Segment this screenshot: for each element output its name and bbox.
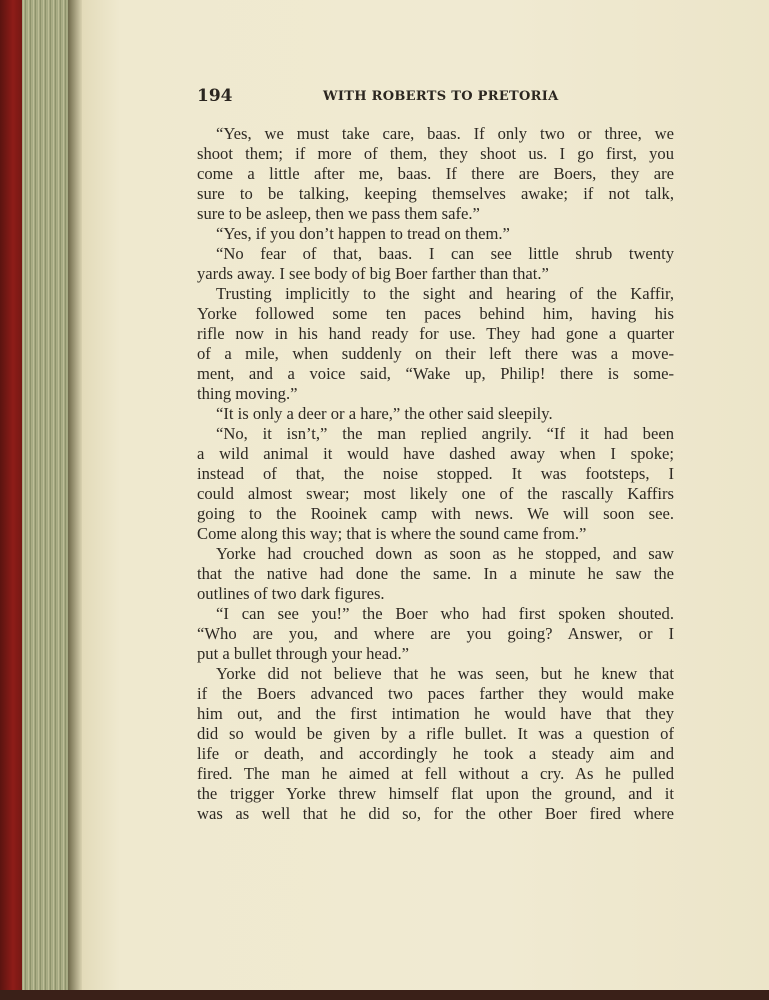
text-line: Come along this way; that is where the sound came from.”: [197, 524, 587, 543]
text-line: put a bullet through your head.”: [197, 644, 409, 663]
text-line: shoot them; if more of them, they shoot us. I go first, you: [197, 144, 674, 163]
text-line: instead of that, the noise stopped. It was footsteps, I: [197, 464, 674, 483]
text-line: come a little after me, baas. If there are Boers, they are: [197, 164, 674, 183]
page-body-text: [197, 124, 674, 824]
text-line: “No, it isn’t,” the man replied angrily. “If it had been: [216, 424, 674, 443]
text-line: outlines of two dark figures.: [197, 584, 385, 603]
text-line: a wild animal it would have dashed away when I spoke;: [197, 444, 674, 463]
text-line: “Yes, if you don’t happen to tread on them.”: [216, 224, 510, 243]
text-line: was as well that he did so, for the other Boer fired where: [197, 804, 674, 823]
text-line: ment, and a voice said, “Wake up, Philip! there is some-: [197, 364, 674, 383]
text-line: “I can see you!” the Boer who had first spoken shouted.: [216, 604, 674, 623]
text-line: sure to be asleep, then we pass them safe.”: [197, 204, 480, 223]
page-header: [197, 86, 559, 108]
text-line: Yorke did not believe that he was seen, but he knew that: [216, 664, 674, 683]
text-line: fired. The man he aimed at fell without a cry. As he pulled: [197, 764, 674, 783]
gutter-shadow: [68, 0, 82, 1000]
text-line: “It is only a deer or a hare,” the other said sleepily.: [216, 404, 553, 423]
text-line: of a mile, when suddenly on their left there was a move-: [197, 344, 674, 363]
scan-bottom-edge: [0, 990, 769, 1000]
text-line: rifle now in his hand ready for use. They had gone a quarter: [197, 324, 674, 343]
text-line: him out, and the first intimation he would have that they: [197, 704, 674, 723]
text-line: did so would be given by a rifle bullet. It was a question of: [197, 724, 674, 743]
text-line: that the native had done the same. In a minute he saw the: [197, 564, 674, 583]
text-line: Yorke had crouched down as soon as he stopped, and saw: [216, 544, 674, 563]
text-line: “No fear of that, baas. I can see little shrub twenty: [216, 244, 674, 263]
text-line: life or death, and accordingly he took a steady aim and: [197, 744, 674, 763]
text-line: thing moving.”: [197, 384, 298, 403]
text-line: the trigger Yorke threw himself flat upon the ground, and it: [197, 784, 674, 803]
text-line: Yorke followed some ten paces behind him, having his: [197, 304, 674, 323]
text-line: sure to be talking, keeping themselves awake; if not talk,: [197, 184, 674, 203]
running-title: WITH ROBERTS TO PRETORIA: [323, 89, 559, 104]
text-line: Trusting implicitly to the sight and hearing of the Kaffir,: [216, 284, 674, 303]
text-line: yards away. I see body of big Boer farther than that.”: [197, 264, 549, 283]
text-line: “Yes, we must take care, baas. If only two or three, we: [216, 124, 674, 143]
text-line: “Who are you, and where are you going? Answer, or I: [197, 624, 674, 643]
text-line: could almost swear; most likely one of the rascally Kaffirs: [197, 484, 674, 503]
page-number: 194: [197, 86, 233, 106]
text-line: if the Boers advanced two paces farther they would make: [197, 684, 674, 703]
text-line: going to the Rooinek camp with news. We will soon see.: [197, 504, 674, 523]
